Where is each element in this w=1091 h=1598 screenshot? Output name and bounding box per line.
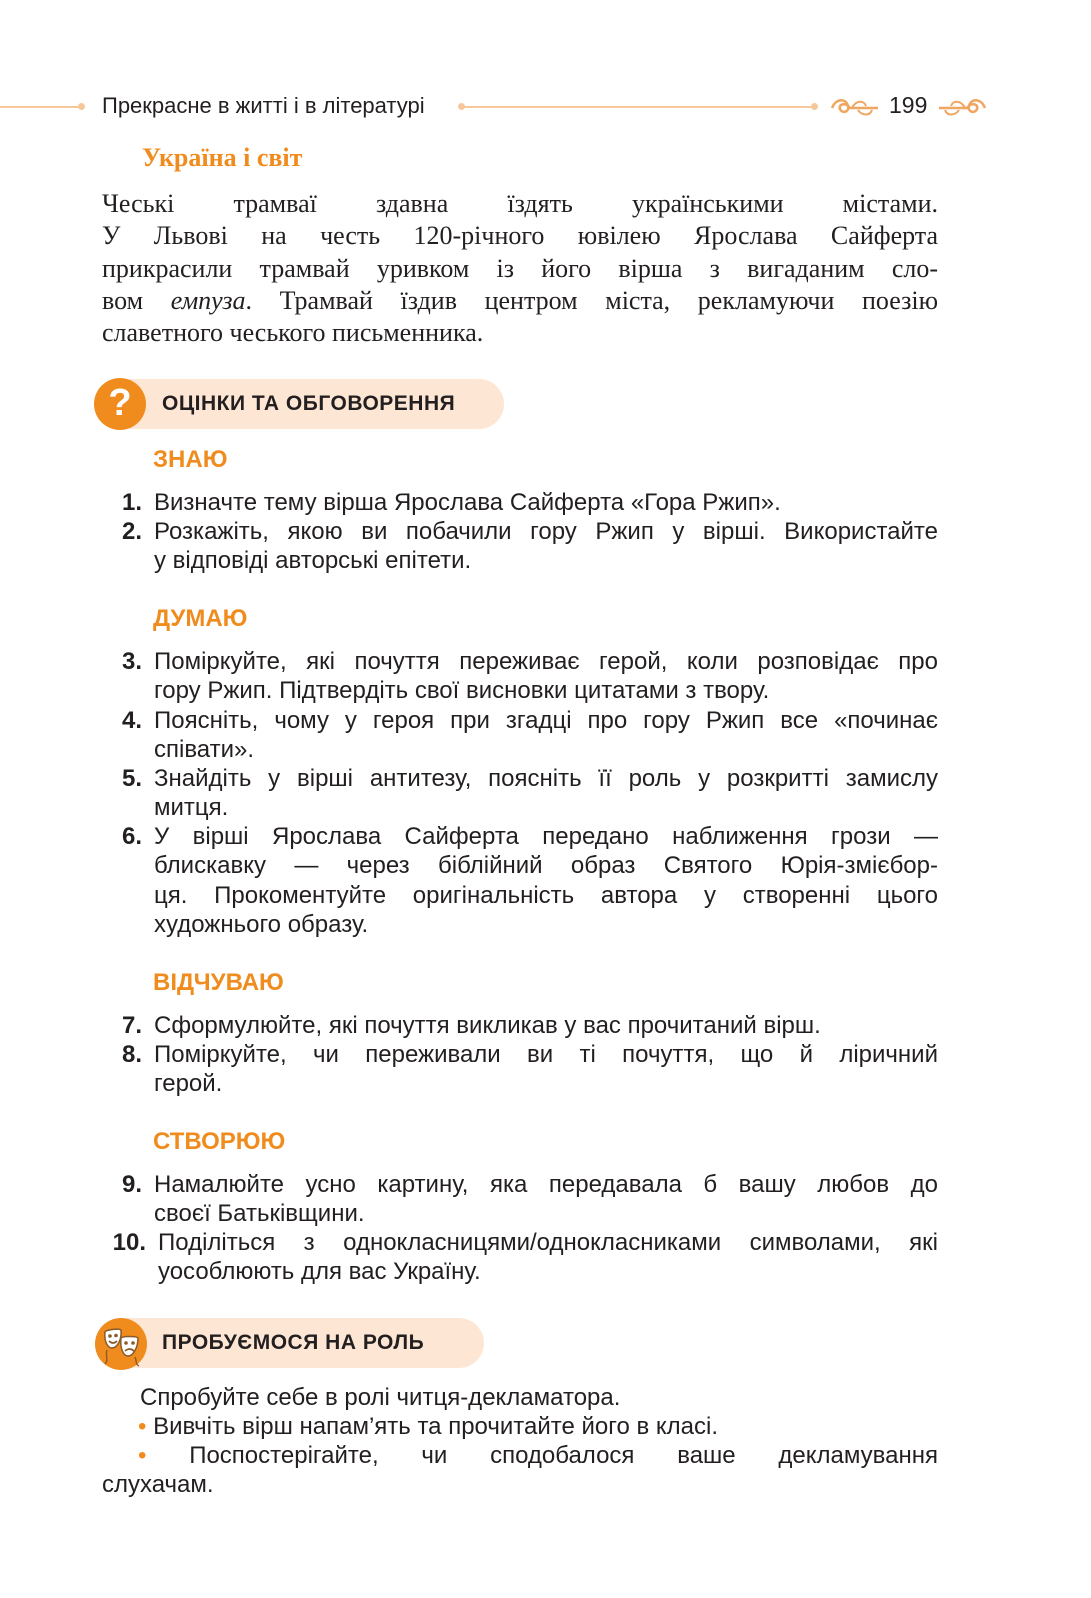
ornament-left-icon (828, 94, 880, 120)
question-line: своєї Батьківщини. (154, 1200, 365, 1228)
italic-term: емпуза (170, 285, 246, 315)
info-box-line: прикрасили трамвай уривком із його вірша з вигаданим сло- (102, 253, 938, 283)
info-box-line: Чеські трамваї здавна їздять українськими містами. (102, 189, 938, 218)
question-line: Поміркуйте, які почуття переживає герой, коли розповідає про (154, 648, 938, 675)
info-box-line (102, 285, 938, 317)
running-head-title: Прекрасне в житті і в літературі (102, 93, 425, 118)
bullet-icon: • (138, 1442, 190, 1469)
question-number: 1. (121, 489, 142, 516)
question-item (102, 1228, 938, 1288)
question-icon (94, 378, 146, 430)
question-item (102, 488, 938, 518)
subsection-create: СТВОРЮЮ (153, 1128, 286, 1155)
question-item (102, 822, 938, 942)
question-line: Поясніть, чому у героя при згадці про гору Ржип все «починає (154, 707, 938, 734)
section-title-discussion: ОЦІНКИ ТА ОБГОВОРЕННЯ (162, 392, 456, 415)
question-item (102, 1170, 938, 1230)
info-box-line4-post: . Трамвай їздив центром міста, рекламуючи поезію (245, 285, 938, 315)
theater-masks-icon (95, 1318, 147, 1370)
question-number: 7. (121, 1012, 142, 1039)
info-box-line: славетного чеського письменника. (102, 318, 484, 348)
header-rule-mid (460, 106, 815, 108)
question-number: 3. (121, 648, 142, 675)
question-line: Розкажіть, якою ви побачили гору Ржип у вірші. Використайте (154, 518, 938, 545)
question-number: 2. (121, 518, 142, 545)
question-line: художнього образу. (154, 910, 369, 938)
info-box-text (102, 188, 938, 349)
question-item (102, 706, 938, 766)
header-rule-left (0, 106, 80, 108)
running-head (0, 92, 1091, 122)
section-title-role: ПРОБУЄМОСЯ НА РОЛЬ (162, 1331, 425, 1354)
question-number: 4. (121, 707, 142, 734)
role-bullet-item (138, 1412, 718, 1441)
masks-drawing (95, 1318, 147, 1370)
question-line: Поміркуйте, чи переживали ви ті почуття, що й ліричний (154, 1041, 938, 1068)
question-item (102, 647, 938, 707)
question-glyph: ? (108, 382, 132, 424)
header-rule-dot-mid-right (811, 103, 818, 110)
question-item (102, 1011, 938, 1041)
role-intro: Спробуйте себе в ролі читця-декламатора. (140, 1384, 621, 1411)
question-line: Визначте тему вірша Ярослава Сайферта «Гора Ржип». (154, 489, 781, 516)
question-line: Намалюйте усно картину, яка передавала б вашу любов до (154, 1171, 938, 1198)
question-line: уособлюють для вас Україну. (158, 1258, 481, 1286)
question-line: у відповіді авторські епітети. (154, 547, 472, 575)
role-bullet-item (138, 1441, 938, 1470)
question-item (102, 517, 938, 577)
question-number: 10. (112, 1229, 146, 1256)
bullet-icon: • (138, 1413, 147, 1440)
question-number: 5. (121, 765, 142, 792)
ornament-right-icon (937, 94, 989, 120)
question-line: співати». (154, 736, 255, 764)
question-number: 8. (121, 1041, 142, 1068)
subsection-feel: ВІДЧУВАЮ (153, 969, 284, 996)
question-item (102, 764, 938, 824)
role-bullet-text-tail: слухачам. (102, 1471, 214, 1498)
question-line: У вірші Ярослава Сайферта передано наближення грози — (154, 823, 938, 850)
question-line: гору Ржип. Підтвердіть свої висновки цитатами з твору. (154, 677, 770, 705)
header-rule-dot-left (78, 103, 85, 110)
question-line: ця. Прокоментуйте оригінальність автора у створенні цього (154, 881, 938, 909)
subsection-think: ДУМАЮ (153, 605, 248, 632)
info-box-line: У Львові на честь 120-річного ювілею Ярослава Сайферта (102, 221, 938, 251)
question-line: герой. (154, 1070, 223, 1098)
question-line: Сформулюйте, які почуття викликав у вас прочитаний вірш. (154, 1012, 821, 1039)
question-line: Знайдіть у вірші антитезу, поясніть її роль у розкритті замислу (154, 765, 938, 792)
subsection-know: ЗНАЮ (153, 446, 228, 473)
question-line: блискавку — через біблійний образ Святого Юрія-змієбор- (154, 852, 938, 880)
question-line: Поділіться з однокласницями/однокласниками символами, які (158, 1229, 938, 1256)
page-number: 199 (889, 92, 928, 118)
question-item (102, 1040, 938, 1100)
question-number: 9. (121, 1171, 142, 1198)
question-number: 6. (121, 823, 142, 850)
role-bullet-text: Поспостерігайте, чи сподобалося ваше декламування (189, 1442, 939, 1469)
role-bullet-text: Вивчіть вірш напам’ять та прочитайте його в класі. (153, 1413, 719, 1440)
question-line: митця. (154, 794, 229, 822)
info-box-line4-pre: вом (102, 285, 171, 315)
info-box-title: Україна і світ (142, 143, 303, 172)
